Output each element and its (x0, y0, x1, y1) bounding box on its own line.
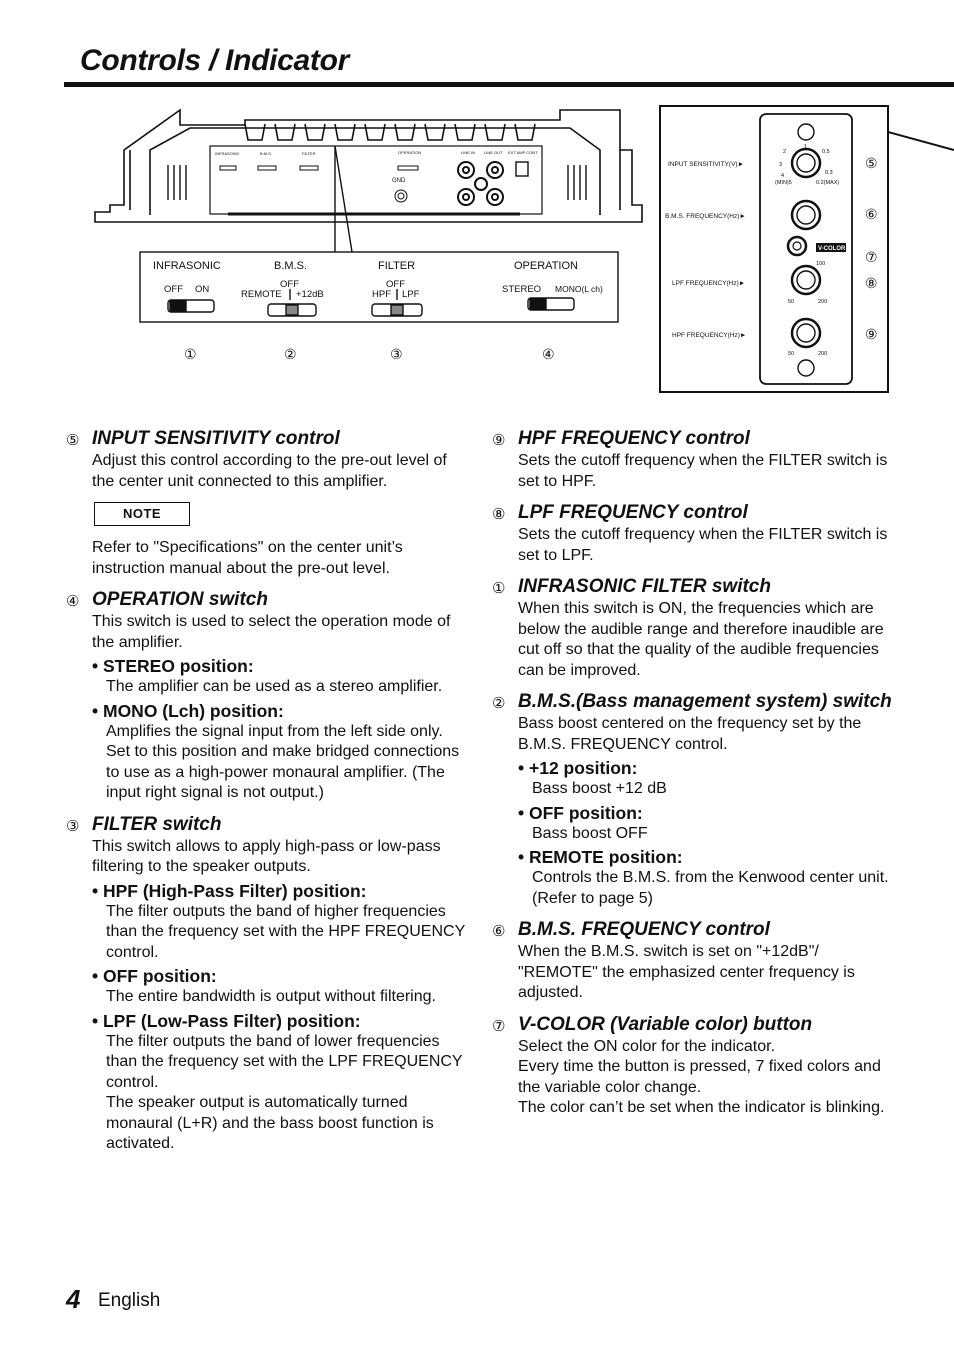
svg-text:(MIN)5: (MIN)5 (775, 180, 792, 186)
rca-jacks (458, 162, 528, 205)
small-label-filter: FILTER (302, 151, 316, 156)
controls-figure (0, 0, 954, 420)
section-heading-filter: ③ FILTER switch (66, 813, 222, 835)
vcolor-body-3: The color can’t be set when the indicator is blinking. (518, 1099, 885, 1116)
bms-frequency-body: When the B.M.S. switch is set on "+12dB"/ "REMOTE" the emphasized center frequency is adjusted. (518, 943, 855, 1001)
vcolor-body-2: Every time the button is pressed, 7 fixed colors and the variable color change. (518, 1058, 881, 1096)
svg-text:100: 100 (816, 261, 826, 267)
callout-4: ④ (542, 346, 555, 362)
small-label-gnd: GND (392, 178, 406, 184)
bms-off-heading: • OFF position: (518, 802, 643, 823)
small-label-line-in: LINE IN (461, 150, 476, 155)
group-label-bms: B.M.S. (274, 260, 308, 272)
filter-off-label: OFF (386, 279, 405, 290)
label-input-sensitivity: INPUT SENSITIVITY(V)► (668, 161, 745, 168)
svg-text:4: 4 (781, 173, 785, 179)
filter-hpf-label: HPF (372, 289, 391, 300)
hpf-frequency-body: Sets the cutoff frequency when the FILTER switch is set to HPF. (518, 452, 888, 490)
left-column (66, 428, 466, 1155)
stereo-heading: • STEREO position: (92, 656, 254, 676)
vcolor-body-1: Select the ON color for the indicator. (518, 1037, 776, 1055)
amp-small-switches (220, 166, 418, 202)
lpf-body-2: The speaker output is automatically turned monaural (L+R) and the bass boost function is activated. (106, 1094, 434, 1152)
operation-body: This switch is used to select the operation mode of the amplifier. (92, 613, 451, 651)
mono-body: Amplifies the signal input from the left side only. Set to this position and make bridged connections to use as a high-power monaural amplifier. (The input right signal is not output.) (106, 722, 460, 801)
lpf-body-1: The filter outputs the band of lower frequencies than the frequency set with the LPF FREQUENCY control. (106, 1032, 463, 1091)
svg-text:50: 50 (788, 299, 795, 305)
section-heading-vcolor: ⑦ V-COLOR (Variable color) button (492, 1013, 813, 1035)
section-heading-input-sensitivity: ⑤ INPUT SENSITIVITY control (66, 428, 340, 449)
group-label-infrasonic: INFRASONIC (153, 260, 221, 272)
section-heading-bms: ② B.M.S.(Bass management system) switch (492, 691, 892, 712)
infrasonic-body: When this switch is ON, the frequencies which are below the audible range and therefore inaudible are cut off so that the quality of the audible frequencies can be improved. (518, 600, 884, 679)
callout-8: ⑧ (865, 275, 878, 291)
bms-off-body: Bass boost OFF (532, 824, 648, 842)
lpf-frequency-body: Sets the cutoff frequency when the FILTER switch is set to LPF. (518, 526, 888, 564)
section-heading-hpf-frequency: ⑨ HPF FREQUENCY control (492, 428, 750, 449)
page-title: Controls / Indicator (80, 44, 350, 77)
small-label-infrasonic: INFRASONIC (215, 151, 240, 156)
plus12-body: Bass boost +12 dB (532, 780, 667, 797)
callout-9: ⑨ (865, 326, 878, 342)
amp-small-labels (215, 150, 538, 184)
mono-heading: • MONO (Lch) position: (92, 700, 284, 721)
note-text: Refer to "Specifications" on the center unit’s instruction manual about the pre-out level. (92, 539, 403, 577)
off-body: The entire bandwidth is output without filtering. (106, 988, 436, 1005)
svg-text:200: 200 (818, 299, 828, 305)
side-panel-leader (888, 132, 954, 150)
bms-body: Bass boost centered on the frequency set by the B.M.S. FREQUENCY control. (518, 715, 862, 753)
callout-1: ① (184, 346, 197, 362)
infrasonic-off-label: OFF (164, 284, 183, 295)
svg-text:0.5: 0.5 (822, 149, 830, 155)
input-sensitivity-body: Adjust this control according to the pre-out level of the center unit connected to this amplifier. (92, 452, 447, 490)
page-language: English (98, 1290, 161, 1311)
page-number: 4 (66, 1284, 81, 1314)
callout-3: ③ (390, 346, 403, 362)
section-heading-bms-frequency: ⑥ B.M.S. FREQUENCY control (492, 919, 770, 940)
off-heading: • OFF position: (92, 966, 217, 986)
callout-5: ⑤ (865, 155, 878, 171)
small-label-bms: B.M.S. (260, 151, 273, 156)
svg-text:0.3: 0.3 (825, 170, 833, 176)
zoom-leader (335, 146, 352, 252)
filter-body: This switch allows to apply high-pass or low-pass filtering to the speaker outputs. (92, 837, 441, 875)
filter-lpf-label: LPF (402, 289, 420, 300)
callout-2: ② (284, 346, 297, 362)
svg-text:0.2(MAX): 0.2(MAX) (816, 180, 840, 186)
hpf-heading: • HPF (High-Pass Filter) position: (92, 880, 367, 901)
label-hpf-frequency: HPF FREQUENCY(Hz)► (672, 332, 747, 339)
lpf-heading: • LPF (Low-Pass Filter) position: (92, 1010, 361, 1031)
small-label-ext-amp: EXT AMP CONT (508, 150, 538, 155)
group-label-operation: OPERATION (514, 260, 578, 272)
section-heading-infrasonic: ① INFRASONIC FILTER switch (492, 576, 771, 597)
group-label-filter: FILTER (378, 260, 416, 272)
infrasonic-on-label: ON (195, 284, 210, 295)
amplifier-outline (95, 110, 642, 222)
bms-remote-label: REMOTE (241, 289, 282, 300)
vcolor-label: V-COLOR (818, 246, 846, 252)
svg-text:200: 200 (818, 351, 828, 357)
operation-mono-label: MONO(L ch) (555, 284, 603, 294)
svg-text:3: 3 (779, 162, 783, 168)
hpf-body: The filter outputs the band of higher frequencies than the frequency set with the HPF FREQUENCY control. (106, 902, 465, 961)
stereo-body: The amplifier can be used as a stereo amplifier. (106, 678, 443, 695)
remote-heading: • REMOTE position: (518, 847, 683, 867)
section-heading-lpf-frequency: ⑧ LPF FREQUENCY control (492, 502, 748, 523)
right-column (492, 428, 892, 1119)
svg-text:1: 1 (804, 144, 808, 150)
side-panel-frame (660, 106, 888, 392)
note-label: NOTE (94, 502, 190, 526)
operation-stereo-label: STEREO (502, 284, 542, 295)
small-label-operation: OPERATION (398, 150, 422, 155)
bms-plus12-label: +12dB (296, 289, 324, 300)
section-heading-operation: ④ OPERATION switch (66, 589, 268, 610)
callout-6: ⑥ (865, 206, 878, 222)
callout-7: ⑦ (865, 249, 878, 265)
bms-off-label: OFF (280, 279, 299, 290)
label-bms-frequency: B.M.S. FREQUENCY(Hz)► (665, 213, 746, 220)
small-label-line-out: LINE OUT (484, 150, 503, 155)
svg-text:50: 50 (788, 351, 795, 357)
svg-text:2: 2 (783, 149, 787, 155)
label-lpf-frequency: LPF FREQUENCY(Hz)► (672, 280, 746, 287)
plus12-heading: • +12 position: (518, 758, 638, 778)
remote-body: Controls the B.M.S. from the Kenwood center unit. (Refer to page 5) (532, 869, 889, 907)
